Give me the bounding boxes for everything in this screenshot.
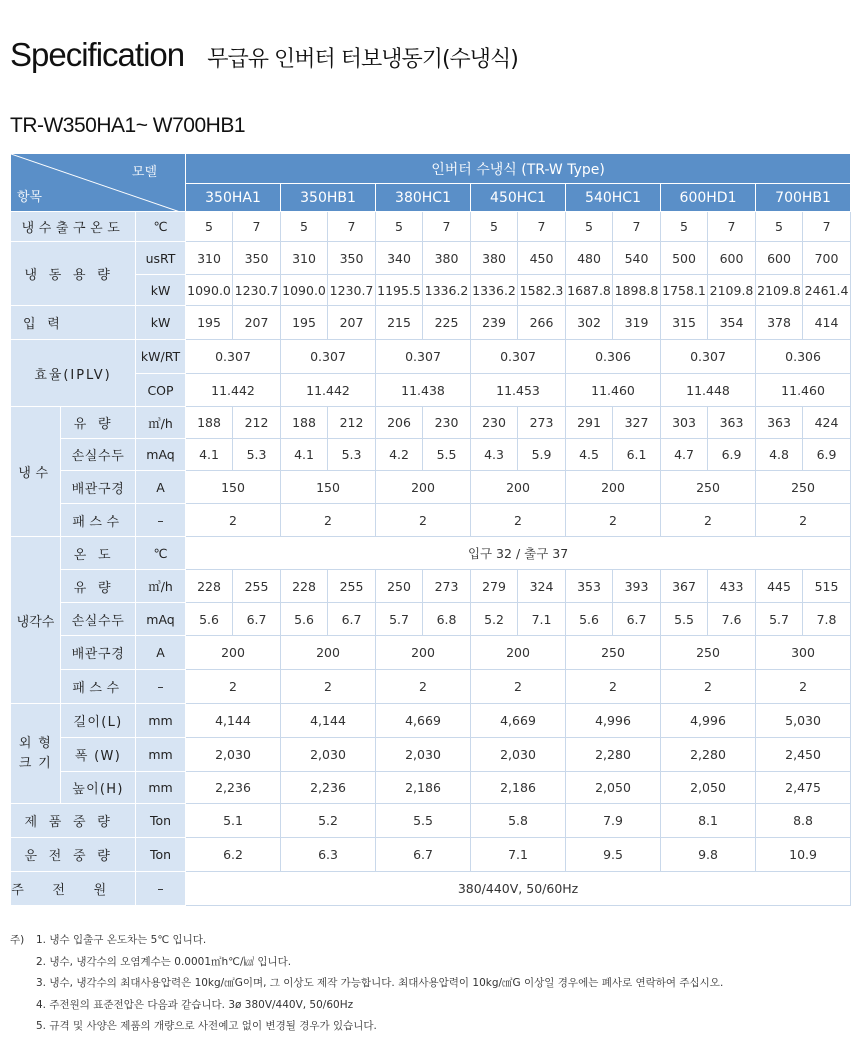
value-cell: 5.9	[518, 439, 566, 471]
unit-cell: ℃	[136, 212, 186, 242]
value-cell: 302	[566, 306, 613, 340]
value-cell: 4,996	[566, 704, 661, 738]
value-cell: 225	[423, 306, 471, 340]
value-cell: 424	[803, 407, 851, 439]
table-row	[11, 537, 851, 570]
value-cell: 200	[186, 636, 281, 670]
table-row	[11, 738, 851, 772]
label-cd-pipe-size: 배관구경	[61, 636, 136, 670]
value-cell: 6.2	[186, 838, 281, 872]
value-cell: 5	[566, 212, 613, 242]
value-cell: 212	[233, 407, 281, 439]
value-cell: 279	[471, 570, 518, 603]
value-cell: 1898.8	[613, 275, 661, 306]
notes	[10, 930, 723, 1038]
unit-cell: Ton	[136, 838, 186, 872]
value-cell: 5,030	[756, 704, 851, 738]
value-cell: 2,236	[281, 772, 376, 804]
label-cd-flow: 유량	[61, 570, 136, 603]
value-cell: 1687.8	[566, 275, 613, 306]
unit-cell: ℃	[136, 537, 186, 570]
value-cell: 350	[233, 242, 281, 275]
value-cell: 5.2	[471, 603, 518, 636]
notes-prefix: 주)	[10, 934, 25, 946]
label-dimensions	[11, 704, 61, 804]
unit-cell: Ton	[136, 804, 186, 838]
table-row	[11, 636, 851, 670]
value-cell: 11.448	[661, 374, 756, 407]
unit-cell: mm	[136, 738, 186, 772]
value-cell: 2	[471, 670, 566, 704]
value-cell: 5.6	[566, 603, 613, 636]
table-row	[11, 242, 851, 275]
value-cell: 7	[613, 212, 661, 242]
value-cell: 4.1	[186, 439, 233, 471]
value-cell: 10.9	[756, 838, 851, 872]
label-dimensions-line1: 외 형	[18, 735, 53, 751]
value-cell: 255	[233, 570, 281, 603]
unit-cell: mAq	[136, 439, 186, 471]
value-cell: 363	[756, 407, 803, 439]
value-cell: 5.8	[471, 804, 566, 838]
value-cell: 2,050	[661, 772, 756, 804]
value-cell: 2	[186, 670, 281, 704]
table-row	[11, 772, 851, 804]
value-cell: 1090.0	[186, 275, 233, 306]
value-cell: 11.453	[471, 374, 566, 407]
value-cell: 4.3	[471, 439, 518, 471]
value-cell: 2,450	[756, 738, 851, 772]
value-cell: 0.307	[186, 340, 281, 374]
title-main: Specification	[10, 36, 185, 73]
label-input: 입력	[11, 306, 136, 340]
page-title	[10, 36, 518, 86]
value-cell: 2	[756, 504, 851, 537]
value-cell: 363	[708, 407, 756, 439]
value-cell: 7	[423, 212, 471, 242]
value-cell: 2	[376, 670, 471, 704]
table-row	[11, 804, 851, 838]
value-cell: 188	[281, 407, 328, 439]
value-cell: 2,186	[471, 772, 566, 804]
title-sub: 무급유 인버터 터보냉동기(수냉식)	[207, 47, 518, 72]
value-cell: 354	[708, 306, 756, 340]
value-cell: 228	[281, 570, 328, 603]
model-range: TR-W350HA1~ W700HB1	[10, 114, 246, 137]
value-cell: 2,030	[281, 738, 376, 772]
value-cell: 5	[661, 212, 708, 242]
table-row	[11, 340, 851, 374]
value-cell: 6.7	[613, 603, 661, 636]
value-cell: 11.442	[186, 374, 281, 407]
value-cell: 2,030	[471, 738, 566, 772]
value-cell: 2	[661, 504, 756, 537]
value-cell: 2,475	[756, 772, 851, 804]
label-power-supply: 주전원	[11, 872, 136, 906]
value-cell: 2	[186, 504, 281, 537]
value-cell: 2	[566, 670, 661, 704]
value-cell: 2	[661, 670, 756, 704]
value-cell: 0.307	[661, 340, 756, 374]
table-row	[11, 439, 851, 471]
value-cell: 7.1	[518, 603, 566, 636]
header-item-corner	[11, 154, 186, 212]
value-cell: 0.307	[376, 340, 471, 374]
unit-cell: –	[136, 670, 186, 704]
table-row	[11, 407, 851, 439]
value-cell: 1336.2	[471, 275, 518, 306]
value-cell: 5.7	[376, 603, 423, 636]
unit-cell: ㎥/h	[136, 570, 186, 603]
value-cell: 4.7	[661, 439, 708, 471]
value-cell: 2,236	[186, 772, 281, 804]
value-cell: 4,996	[661, 704, 756, 738]
value-cell: 215	[376, 306, 423, 340]
value-cell: 4,144	[281, 704, 376, 738]
value-cell: 2	[281, 670, 376, 704]
value-cell: 4,669	[471, 704, 566, 738]
value-cell: 200	[566, 471, 661, 504]
label-height: 높이(H)	[61, 772, 136, 804]
header-model-6: 700HB1	[756, 184, 851, 212]
value-cell: 5.2	[281, 804, 376, 838]
value-cell: 2	[471, 504, 566, 537]
value-cell: 150	[281, 471, 376, 504]
value-cell: 0.306	[756, 340, 851, 374]
header-group-label: 인버터 수냉식 (TR-W Type)	[186, 154, 851, 184]
value-cell: 445	[756, 570, 803, 603]
value-cell: 2109.8	[756, 275, 803, 306]
value-cell: 380	[423, 242, 471, 275]
value-cell: 300	[756, 636, 851, 670]
table-row	[11, 872, 851, 906]
table-row	[11, 212, 851, 242]
value-cell: 1090.0	[281, 275, 328, 306]
table-row	[11, 374, 851, 407]
label-efficiency: 효율(IPLV)	[11, 340, 136, 407]
value-cell: 2	[756, 670, 851, 704]
value-cell: 250	[756, 471, 851, 504]
value-cell: 2,050	[566, 772, 661, 804]
value-cell: 6.9	[708, 439, 756, 471]
unit-cell: ㎥/h	[136, 407, 186, 439]
value-cell: 200	[376, 636, 471, 670]
value-cell: 200	[471, 636, 566, 670]
header-model-4: 540HC1	[566, 184, 661, 212]
value-cell: 250	[661, 471, 756, 504]
label-width: 폭 (W)	[61, 738, 136, 772]
unit-cell: kW	[136, 275, 186, 306]
value-cell: 255	[328, 570, 376, 603]
value-cell: 2,030	[376, 738, 471, 772]
value-cell: 1758.1	[661, 275, 708, 306]
label-cd-temp: 온도	[61, 537, 136, 570]
value-cell: 6.3	[281, 838, 376, 872]
label-chilled-water: 냉수	[11, 407, 61, 537]
value-cell: 291	[566, 407, 613, 439]
value-cell: 5.5	[661, 603, 708, 636]
value-cell: 4.5	[566, 439, 613, 471]
unit-cell: –	[136, 504, 186, 537]
value-cell: 433	[708, 570, 756, 603]
value-cell: 5.5	[376, 804, 471, 838]
table-row	[11, 154, 851, 184]
value-cell: 480	[566, 242, 613, 275]
value-cell: 7.9	[566, 804, 661, 838]
value-cell: 350	[328, 242, 376, 275]
label-cw-pressure-drop: 손실수두	[61, 439, 136, 471]
value-cell: 195	[281, 306, 328, 340]
table-row	[11, 471, 851, 504]
unit-cell: mm	[136, 772, 186, 804]
note-item: 5. 규격 및 사양은 제품의 개량으로 사전예고 없이 변경될 경우가 있습니다.	[36, 1020, 377, 1032]
value-cell: 0.307	[281, 340, 376, 374]
value-cell: 207	[328, 306, 376, 340]
unit-cell: mm	[136, 704, 186, 738]
header-item-label: 항목	[17, 190, 43, 205]
unit-cell: kW	[136, 306, 186, 340]
value-cell: 414	[803, 306, 851, 340]
value-cell: 7.1	[471, 838, 566, 872]
value-cell: 319	[613, 306, 661, 340]
value-cell: 7.8	[803, 603, 851, 636]
value-cell: 8.1	[661, 804, 756, 838]
value-cell: 380/440V, 50/60Hz	[186, 872, 851, 906]
header-model-3: 450HC1	[471, 184, 566, 212]
value-cell: 11.460	[756, 374, 851, 407]
value-cell: 0.306	[566, 340, 661, 374]
label-capacity: 냉동용량	[11, 242, 136, 306]
value-cell: 5	[471, 212, 518, 242]
unit-cell: kW/RT	[136, 340, 186, 374]
value-cell: 입구 32 / 출구 37	[186, 537, 851, 570]
note-item: 1. 냉수 입출구 온도차는 5℃ 입니다.	[36, 934, 207, 946]
value-cell: 6.1	[613, 439, 661, 471]
value-cell: 150	[186, 471, 281, 504]
value-cell: 2	[281, 504, 376, 537]
label-length: 길이(L)	[61, 704, 136, 738]
value-cell: 2109.8	[708, 275, 756, 306]
value-cell: 5	[281, 212, 328, 242]
value-cell: 230	[471, 407, 518, 439]
value-cell: 200	[281, 636, 376, 670]
note-item: 4. 주전원의 표준전압은 다음과 같습니다. 3ø 380V/440V, 50/60Hz	[36, 998, 354, 1011]
value-cell: 4.8	[756, 439, 803, 471]
label-dimensions-line2: 크 기	[18, 755, 53, 771]
label-operating-weight: 운전중량	[11, 838, 136, 872]
value-cell: 5.3	[328, 439, 376, 471]
value-cell: 600	[756, 242, 803, 275]
value-cell: 9.8	[661, 838, 756, 872]
value-cell: 4,144	[186, 704, 281, 738]
table-row	[11, 838, 851, 872]
table-row	[11, 670, 851, 704]
value-cell: 250	[376, 570, 423, 603]
value-cell: 5	[376, 212, 423, 242]
label-cw-passes: 패스수	[61, 504, 136, 537]
value-cell: 4,669	[376, 704, 471, 738]
value-cell: 195	[186, 306, 233, 340]
value-cell: 266	[518, 306, 566, 340]
value-cell: 5.5	[423, 439, 471, 471]
label-product-weight: 제품중량	[11, 804, 136, 838]
value-cell: 212	[328, 407, 376, 439]
value-cell: 200	[376, 471, 471, 504]
value-cell: 11.442	[281, 374, 376, 407]
value-cell: 4.1	[281, 439, 328, 471]
value-cell: 273	[518, 407, 566, 439]
value-cell: 5.7	[756, 603, 803, 636]
value-cell: 200	[471, 471, 566, 504]
value-cell: 1230.7	[328, 275, 376, 306]
value-cell: 5.6	[281, 603, 328, 636]
value-cell: 2,030	[186, 738, 281, 772]
value-cell: 700	[803, 242, 851, 275]
value-cell: 500	[661, 242, 708, 275]
value-cell: 310	[281, 242, 328, 275]
label-cooling-water: 냉각수	[11, 537, 61, 704]
value-cell: 2	[376, 504, 471, 537]
value-cell: 2,186	[376, 772, 471, 804]
value-cell: 315	[661, 306, 708, 340]
header-model-0: 350HA1	[186, 184, 281, 212]
value-cell: 600	[708, 242, 756, 275]
value-cell: 353	[566, 570, 613, 603]
value-cell: 2,280	[566, 738, 661, 772]
value-cell: 5.1	[186, 804, 281, 838]
header-model-2: 380HC1	[376, 184, 471, 212]
value-cell: 5	[186, 212, 233, 242]
value-cell: 6.7	[233, 603, 281, 636]
value-cell: 1336.2	[423, 275, 471, 306]
value-cell: 7	[803, 212, 851, 242]
header-model-1: 350HB1	[281, 184, 376, 212]
value-cell: 7	[328, 212, 376, 242]
value-cell: 2461.4	[803, 275, 851, 306]
value-cell: 250	[566, 636, 661, 670]
value-cell: 250	[661, 636, 756, 670]
table-row	[11, 704, 851, 738]
label-cd-passes: 패스수	[61, 670, 136, 704]
header-model-5: 600HD1	[661, 184, 756, 212]
value-cell: 327	[613, 407, 661, 439]
value-cell: 5.6	[186, 603, 233, 636]
header-model-label: 모델	[131, 165, 158, 180]
value-cell: 7	[708, 212, 756, 242]
value-cell: 7.6	[708, 603, 756, 636]
value-cell: 228	[186, 570, 233, 603]
value-cell: 6.9	[803, 439, 851, 471]
value-cell: 7	[518, 212, 566, 242]
spec-table	[10, 153, 851, 906]
unit-cell: –	[136, 872, 186, 906]
value-cell: 340	[376, 242, 423, 275]
value-cell: 450	[518, 242, 566, 275]
value-cell: 6.8	[423, 603, 471, 636]
table-row	[11, 603, 851, 636]
value-cell: 9.5	[566, 838, 661, 872]
value-cell: 2,280	[661, 738, 756, 772]
label-cw-flow: 유량	[61, 407, 136, 439]
note-item: 3. 냉수, 냉각수의 최대사용압력은 10kg/㎠G이며, 그 이상도 제작 가능합니다. 최대사용압력이 10kg/㎠G 이상일 경우에는 폐사로 연락하여 주십시오.	[36, 977, 724, 989]
value-cell: 310	[186, 242, 233, 275]
value-cell: 515	[803, 570, 851, 603]
label-cd-pressure-drop: 손실수두	[61, 603, 136, 636]
table-row	[11, 570, 851, 603]
value-cell: 7	[233, 212, 281, 242]
value-cell: 5.3	[233, 439, 281, 471]
label-chilled-outlet-temp: 냉수출구온도	[11, 212, 136, 242]
value-cell: 2	[566, 504, 661, 537]
value-cell: 1195.5	[376, 275, 423, 306]
table-row	[11, 275, 851, 306]
value-cell: 188	[186, 407, 233, 439]
value-cell: 324	[518, 570, 566, 603]
value-cell: 207	[233, 306, 281, 340]
value-cell: 380	[471, 242, 518, 275]
label-cw-pipe-size: 배관구경	[61, 471, 136, 504]
value-cell: 206	[376, 407, 423, 439]
value-cell: 6.7	[376, 838, 471, 872]
value-cell: 11.438	[376, 374, 471, 407]
unit-cell: A	[136, 471, 186, 504]
unit-cell: usRT	[136, 242, 186, 275]
value-cell: 230	[423, 407, 471, 439]
value-cell: 4.2	[376, 439, 423, 471]
value-cell: 0.307	[471, 340, 566, 374]
value-cell: 6.7	[328, 603, 376, 636]
value-cell: 378	[756, 306, 803, 340]
value-cell: 1230.7	[233, 275, 281, 306]
value-cell: 367	[661, 570, 708, 603]
value-cell: 239	[471, 306, 518, 340]
unit-cell: mAq	[136, 603, 186, 636]
unit-cell: COP	[136, 374, 186, 407]
value-cell: 11.460	[566, 374, 661, 407]
value-cell: 8.8	[756, 804, 851, 838]
value-cell: 273	[423, 570, 471, 603]
note-item: 2. 냉수, 냉각수의 오염계수는 0.0001㎡h℃/㎉ 입니다.	[36, 955, 292, 968]
unit-cell: A	[136, 636, 186, 670]
table-row	[11, 306, 851, 340]
value-cell: 540	[613, 242, 661, 275]
table-row	[11, 504, 851, 537]
value-cell: 303	[661, 407, 708, 439]
value-cell: 393	[613, 570, 661, 603]
value-cell: 5	[756, 212, 803, 242]
value-cell: 1582.3	[518, 275, 566, 306]
